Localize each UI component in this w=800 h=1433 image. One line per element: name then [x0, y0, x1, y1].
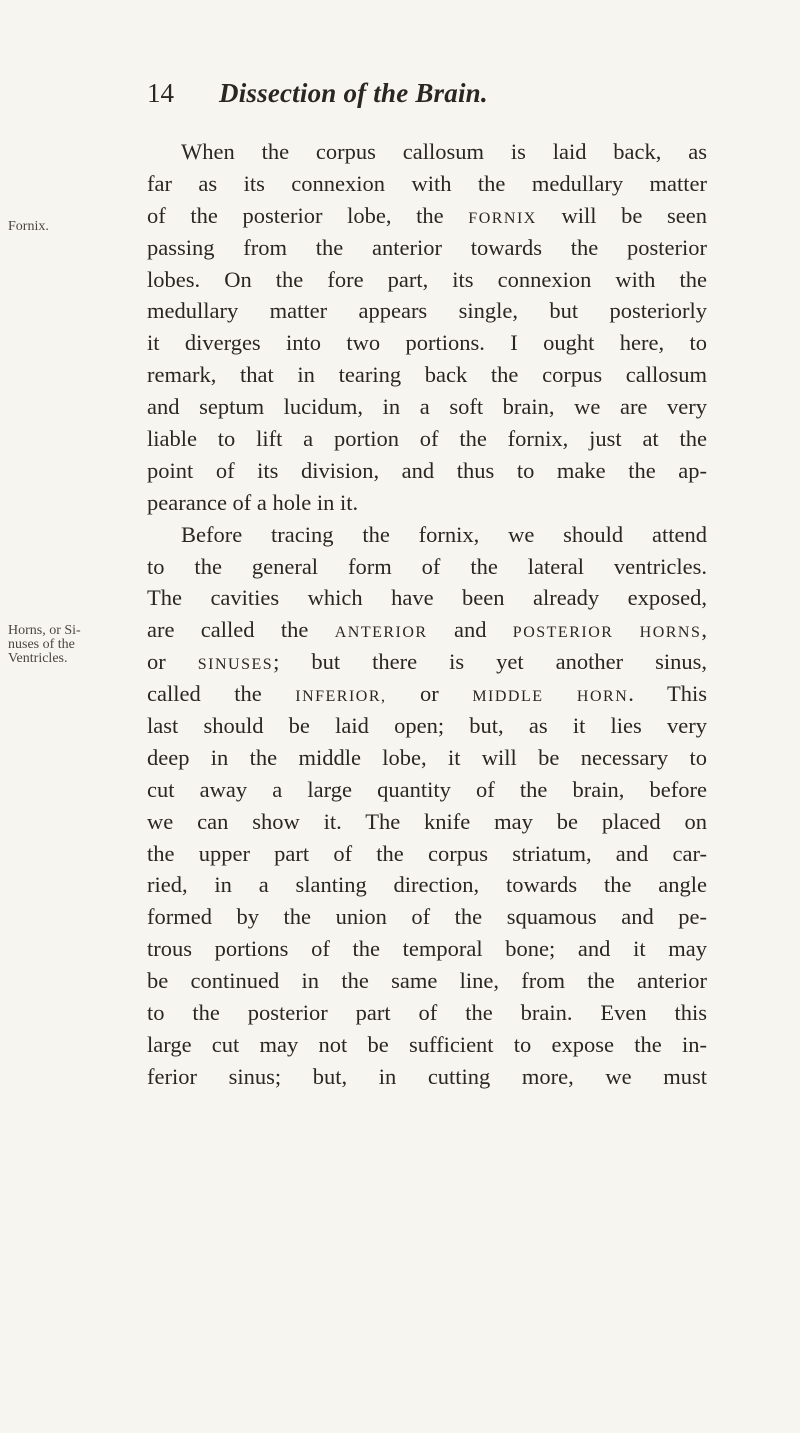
- text-line: be continued in the same line, from the anterior: [147, 968, 707, 994]
- margin-note-line: Fornix.: [8, 219, 49, 234]
- small-caps-term: INFERIOR,: [295, 688, 387, 706]
- text-line: lobes. On the fore part, its connexion with the: [147, 266, 707, 292]
- text-line: far as its connexion with the medullary matter: [147, 170, 707, 196]
- text-line: ried, in a slanting direction, towards the angle: [147, 872, 707, 898]
- text-line: formed by the union of the squamous and pe-: [147, 904, 707, 930]
- text-line: or SINUSES; but there is yet another sinus,: [147, 649, 707, 675]
- text-line: large cut may not be sufficient to expose the in-: [147, 1031, 707, 1057]
- text-line: pearance of a hole in it.: [147, 489, 359, 515]
- text-line: are called the ANTERIOR and POSTERIOR HORNS,: [147, 617, 708, 643]
- small-caps-term: ANTERIOR: [334, 624, 428, 642]
- text-line: liable to lift a portion of the fornix, just at the: [147, 426, 707, 452]
- text-line: cut away a large quantity of the brain, before: [147, 776, 707, 802]
- margin-note-fornix: [8, 220, 49, 234]
- text-line: deep in the middle lobe, it will be necessary to: [147, 744, 707, 770]
- small-caps-term: MIDDLE HORN: [472, 688, 629, 706]
- text-line: When the corpus callosum is laid back, as: [181, 139, 707, 164]
- text-line: The cavities which have been already exposed,: [147, 585, 707, 611]
- text-line: trous portions of the temporal bone; and it may: [147, 936, 707, 962]
- small-caps-term: FORNIX: [468, 209, 537, 227]
- page-header: [147, 78, 707, 118]
- text-line: passing from the anterior towards the posterior: [147, 234, 707, 260]
- text-line: point of its division, and thus to make the ap-: [147, 457, 707, 483]
- text-line: to the posterior part of the brain. Even this: [147, 1000, 707, 1026]
- text-line: called the INFERIOR, or MIDDLE HORN. This: [147, 681, 708, 707]
- text-line: to the general form of the lateral ventricles.: [147, 553, 707, 579]
- margin-note-line: Horns, or Si-: [8, 623, 81, 638]
- running-title: Dissection of the Brain.: [219, 78, 488, 108]
- small-caps-term: SINUSES: [197, 656, 274, 674]
- page-number: 14: [147, 78, 174, 108]
- margin-note-line: nuses of the: [8, 637, 75, 652]
- margin-note-horns: [8, 624, 81, 666]
- text-line: and septum lucidum, in a soft brain, we are very: [147, 394, 707, 420]
- margin-note-line: Ventricles.: [8, 651, 68, 666]
- text-line: of the posterior lobe, the FORNIX will be seen: [147, 202, 708, 228]
- text-line: the upper part of the corpus striatum, and car-: [147, 840, 707, 866]
- text-line: last should be laid open; but, as it lies very: [147, 713, 707, 739]
- text-line: remark, that in tearing back the corpus callosum: [147, 362, 707, 388]
- small-caps-term: POSTERIOR HORNS: [512, 624, 702, 642]
- text-line: it diverges into two portions. I ought here, to: [147, 330, 707, 356]
- text-line: medullary matter appears single, but posteriorly: [147, 298, 707, 324]
- text-line: ferior sinus; but, in cutting more, we must: [147, 1063, 707, 1089]
- text-line: we can show it. The knife may be placed on: [147, 808, 707, 834]
- text-line: Before tracing the fornix, we should attend: [181, 521, 707, 547]
- body-text: [147, 136, 707, 1093]
